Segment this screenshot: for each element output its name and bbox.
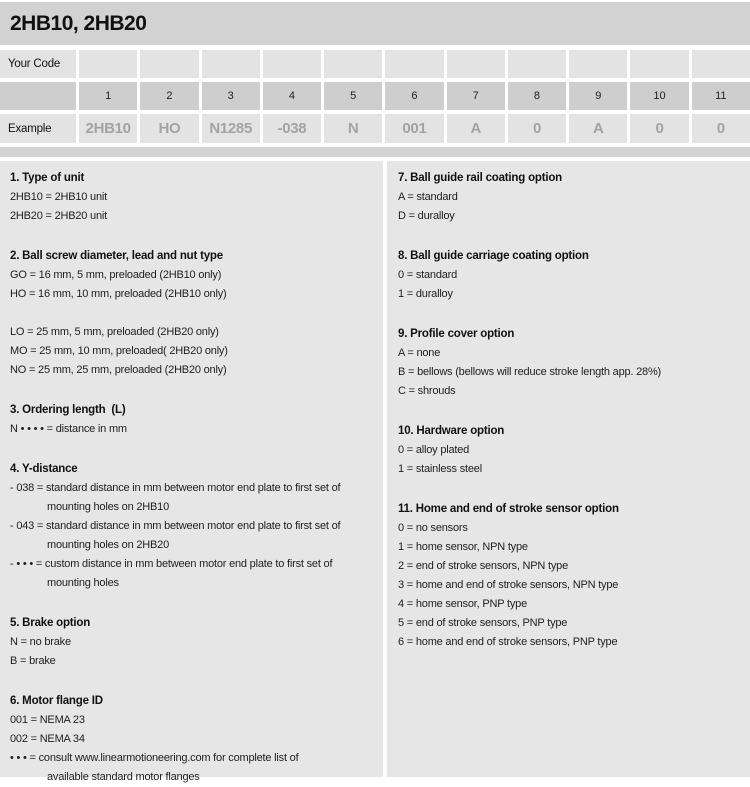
position-number-cell: 3: [202, 82, 260, 110]
section-line: • • • = consult www.linearmotioneering.com for complete list of: [10, 752, 299, 764]
section-title: 2. Ball screw diameter, lead and nut type: [10, 250, 223, 262]
example-value-cell: 0: [630, 114, 688, 143]
your-code-cells: [79, 50, 750, 78]
example-value-cell: -038: [263, 114, 321, 143]
example-value-cell: 001: [385, 114, 443, 143]
section-brake-option: [10, 614, 377, 671]
your-code-row: [0, 50, 750, 78]
your-code-input-cell[interactable]: [569, 50, 627, 78]
section-line: N • • • • = distance in mm: [10, 423, 127, 435]
section-hardware-option: [398, 422, 744, 479]
section-title: 11. Home and end of stroke sensor option: [398, 503, 619, 515]
description-panels: [0, 161, 750, 783]
page-title: 2HB10, 2HB20: [10, 11, 147, 35]
your-code-input-cell[interactable]: [385, 50, 443, 78]
section-line: NO = 25 mm, 25 mm, preloaded (2HB20 only): [10, 364, 227, 376]
separator-bar: [0, 147, 750, 157]
example-value-cell: A: [569, 114, 627, 143]
your-code-input-cell[interactable]: [202, 50, 260, 78]
position-number-cell: 10: [630, 82, 688, 110]
position-number-row: [0, 82, 750, 110]
section-title: 8. Ball guide carriage coating option: [398, 250, 589, 262]
section-title: 4. Y-distance: [10, 463, 78, 475]
your-code-input-cell[interactable]: [324, 50, 382, 78]
example-value-cell: 2HB10: [79, 114, 137, 143]
example-value-cell: 0: [508, 114, 566, 143]
example-value-cell: HO: [140, 114, 198, 143]
your-code-input-cell[interactable]: [447, 50, 505, 78]
section-line: C = shrouds: [398, 385, 456, 397]
section-line: 2HB10 = 2HB10 unit: [10, 191, 107, 203]
example-value-cell: A: [447, 114, 505, 143]
position-number-cells: [79, 82, 750, 110]
section-line: available standard motor flanges: [47, 771, 200, 783]
section-line: 001 = NEMA 23: [10, 714, 85, 726]
section-line: MO = 25 mm, 10 mm, preloaded( 2HB20 only): [10, 345, 228, 357]
section-title: 1. Type of unit: [10, 172, 85, 184]
your-code-input-cell[interactable]: [79, 50, 137, 78]
section-ball-screw-diameter: [10, 247, 377, 380]
left-column-panel: [0, 161, 383, 783]
section-line: mounting holes on 2HB10: [47, 501, 169, 513]
example-value-cells: [79, 114, 750, 143]
position-number-cell: 9: [569, 82, 627, 110]
example-value-cell: 0: [692, 114, 750, 143]
section-line: 0 = alloy plated: [398, 444, 470, 456]
section-line: mounting holes: [47, 577, 119, 589]
section-home-end-stroke-sensor-option: [398, 500, 744, 652]
section-y-distance: [10, 460, 377, 593]
section-line: - • • • = custom distance in mm between motor end plate to first set of: [10, 558, 333, 570]
position-number-cell: 5: [324, 82, 382, 110]
section-title: 6. Motor flange ID: [10, 695, 103, 707]
section-title: 10. Hardware option: [398, 425, 505, 437]
position-row-spacer-cell: [0, 82, 76, 110]
example-row: [0, 114, 750, 143]
section-line: 2 = end of stroke sensors, NPN type: [398, 560, 569, 572]
section-title: 5. Brake option: [10, 617, 91, 629]
position-number-cell: 1: [79, 82, 137, 110]
ordering-code-table: [0, 50, 750, 143]
section-line: 1 = stainless steel: [398, 463, 482, 475]
page-title-bar: [0, 2, 750, 45]
your-code-label: Your Code: [0, 50, 76, 78]
your-code-input-cell[interactable]: [630, 50, 688, 78]
example-label: Example: [0, 114, 76, 143]
position-number-cell: 8: [508, 82, 566, 110]
section-line: N = no brake: [10, 636, 71, 648]
section-line: A = standard: [398, 191, 458, 203]
section-line: 3 = home and end of stroke sensors, NPN type: [398, 579, 619, 591]
your-code-input-cell[interactable]: [692, 50, 750, 78]
section-line: 002 = NEMA 34: [10, 733, 85, 745]
section-line: 0 = standard: [398, 269, 458, 281]
section-line: LO = 25 mm, 5 mm, preloaded (2HB20 only): [10, 326, 219, 338]
section-ordering-length: [10, 401, 377, 439]
section-line: 4 = home sensor, PNP type: [398, 598, 528, 610]
section-line: B = brake: [10, 655, 56, 667]
section-line: [10, 304, 377, 323]
section-line: 0 = no sensors: [398, 522, 468, 534]
position-number-cell: 6: [385, 82, 443, 110]
section-motor-flange-id: [10, 692, 377, 787]
section-title: 3. Ordering length (L): [10, 404, 126, 416]
section-ball-guide-carriage-coating: [398, 247, 744, 304]
section-line: 5 = end of stroke sensors, PNP type: [398, 617, 568, 629]
section-title: 9. Profile cover option: [398, 328, 515, 340]
position-number-cell: 4: [263, 82, 321, 110]
position-number-cell: 11: [692, 82, 750, 110]
example-value-cell: N1285: [202, 114, 260, 143]
section-line: D = duralloy: [398, 210, 455, 222]
section-title: 7. Ball guide rail coating option: [398, 172, 562, 184]
section-line: 1 = duralloy: [398, 288, 453, 300]
section-line: 1 = home sensor, NPN type: [398, 541, 528, 553]
your-code-input-cell[interactable]: [263, 50, 321, 78]
your-code-input-cell[interactable]: [508, 50, 566, 78]
your-code-input-cell[interactable]: [140, 50, 198, 78]
example-value-cell: N: [324, 114, 382, 143]
section-line: 6 = home and end of stroke sensors, PNP type: [398, 636, 618, 648]
section-line: A = none: [398, 347, 441, 359]
section-line: - 043 = standard distance in mm between motor end plate to first set of: [10, 520, 341, 532]
section-line: mounting holes on 2HB20: [47, 539, 169, 551]
section-line: B = bellows (bellows will reduce stroke length app. 28%): [398, 366, 662, 378]
section-ball-guide-rail-coating: [398, 169, 744, 226]
section-profile-cover-option: [398, 325, 744, 401]
section-line: HO = 16 mm, 10 mm, preloaded (2HB10 only): [10, 288, 227, 300]
position-number-cell: 2: [140, 82, 198, 110]
section-line: - 038 = standard distance in mm between motor end plate to first set of: [10, 482, 341, 494]
right-column-panel: [387, 161, 750, 777]
section-type-of-unit: [10, 169, 377, 226]
position-number-cell: 7: [447, 82, 505, 110]
section-line: 2HB20 = 2HB20 unit: [10, 210, 107, 222]
section-line: GO = 16 mm, 5 mm, preloaded (2HB10 only): [10, 269, 222, 281]
